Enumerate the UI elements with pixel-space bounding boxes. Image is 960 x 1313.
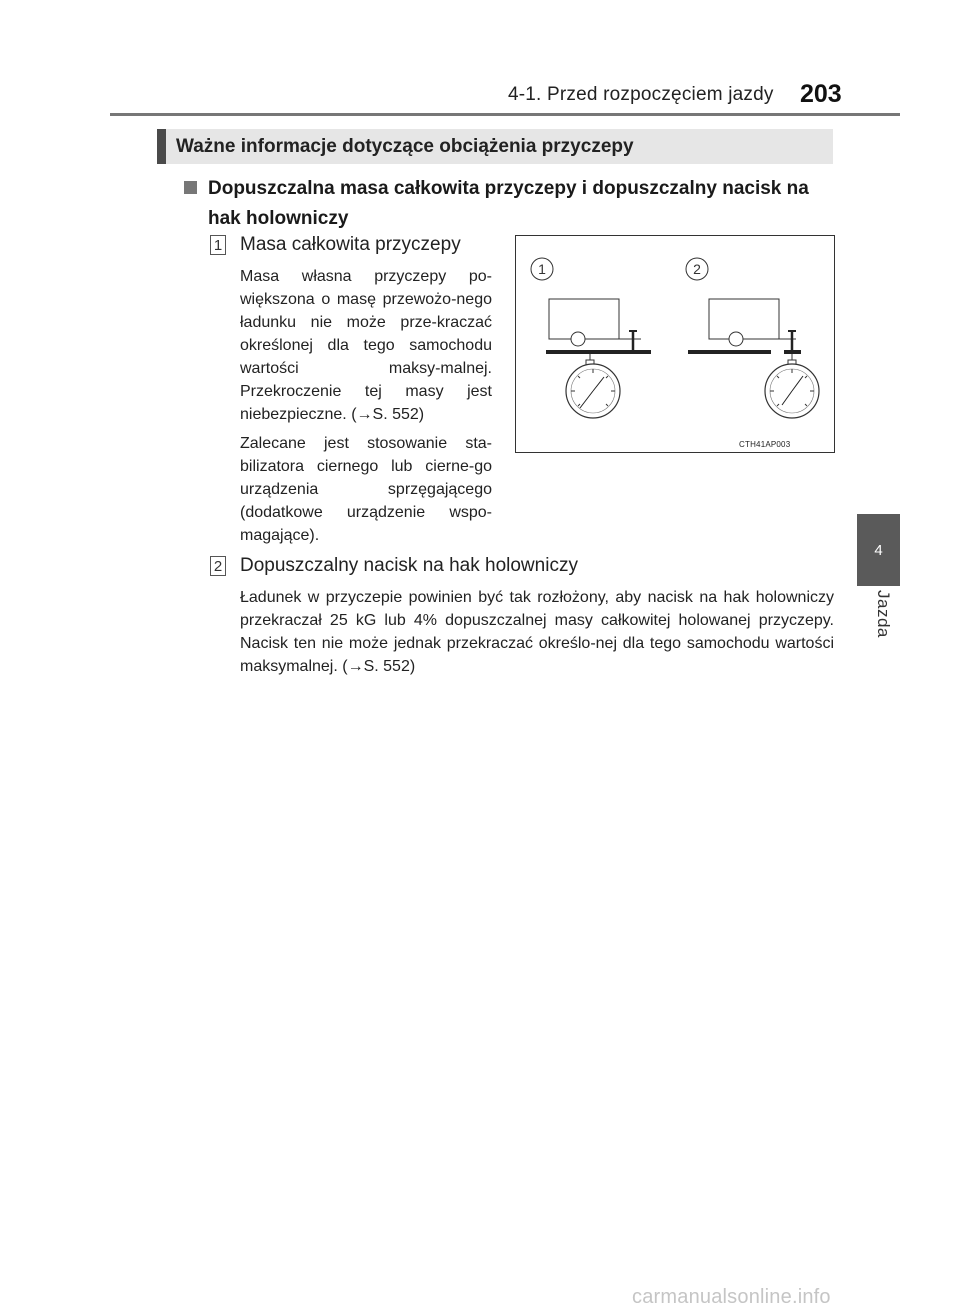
figure-code: CTH41AP003	[739, 440, 791, 449]
header-section-title: 4-1. Przed rozpoczęciem jazdy	[508, 84, 774, 105]
trailer-load-figure	[515, 235, 835, 453]
chapter-number: 4	[874, 541, 883, 559]
item-2-paragraph-1: Ładunek w przyczepie powinien być tak rozłożony, aby nacisk na hak holowniczy przekraczał 25 kG lub 4% dopuszczalnej masy całkowitej holowanej przyczepy. Nacisk ten nie może jednak przekraczać określo-nej dla tego samochodu wartości maksymalnej. (→S. 552)	[240, 589, 834, 675]
trailer-scale-diagram	[516, 236, 834, 452]
subheading: Dopuszczalna masa całkowita przyczepy i dopuszczalny nacisk na hak holowniczy	[208, 178, 809, 229]
trailer-1-icon	[546, 299, 651, 352]
item-1-paragraph-1: Masa własna przyczepy po-większona o masę przewożo-nego ładunku nie może prze-kraczać określonej dla tego samochodu wartości maksy-malnej. Przekroczenie tej masy jest niebezpieczne. (→S. 552)	[240, 268, 492, 423]
figure-label-2-icon	[686, 258, 708, 280]
chapter-tab[interactable]	[857, 514, 900, 586]
item-1-paragraph-2: Zalecane jest stosowanie sta-bilizatora ciernego lub cierne-go urządzenia sprzęgającego (dodatkowe urządzenie wspo-magające).	[240, 435, 492, 544]
footer-watermark: carmanualsonline.info	[632, 1286, 831, 1308]
item-number-1: 1	[210, 235, 226, 255]
chapter-label: Jazda	[874, 590, 893, 638]
trailer-2-icon	[688, 299, 801, 352]
section-title-box	[157, 129, 833, 164]
figure-label-1-icon	[531, 258, 553, 280]
svg-text:2: 2	[693, 261, 701, 277]
svg-text:1: 1	[538, 261, 546, 277]
scale-gauge-1-icon	[566, 354, 620, 418]
scale-gauge-2-icon	[765, 354, 819, 418]
item-1-title: Masa całkowita przyczepy	[240, 234, 461, 255]
section-title: Ważne informacje dotyczące obciążenia przyczepy	[176, 135, 634, 157]
bullet-square-icon	[184, 181, 197, 194]
page-number: 203	[800, 80, 842, 108]
header-rule	[110, 113, 900, 116]
item-number-2: 2	[210, 556, 226, 576]
item-2-title: Dopuszczalny nacisk na hak holowniczy	[240, 555, 578, 576]
